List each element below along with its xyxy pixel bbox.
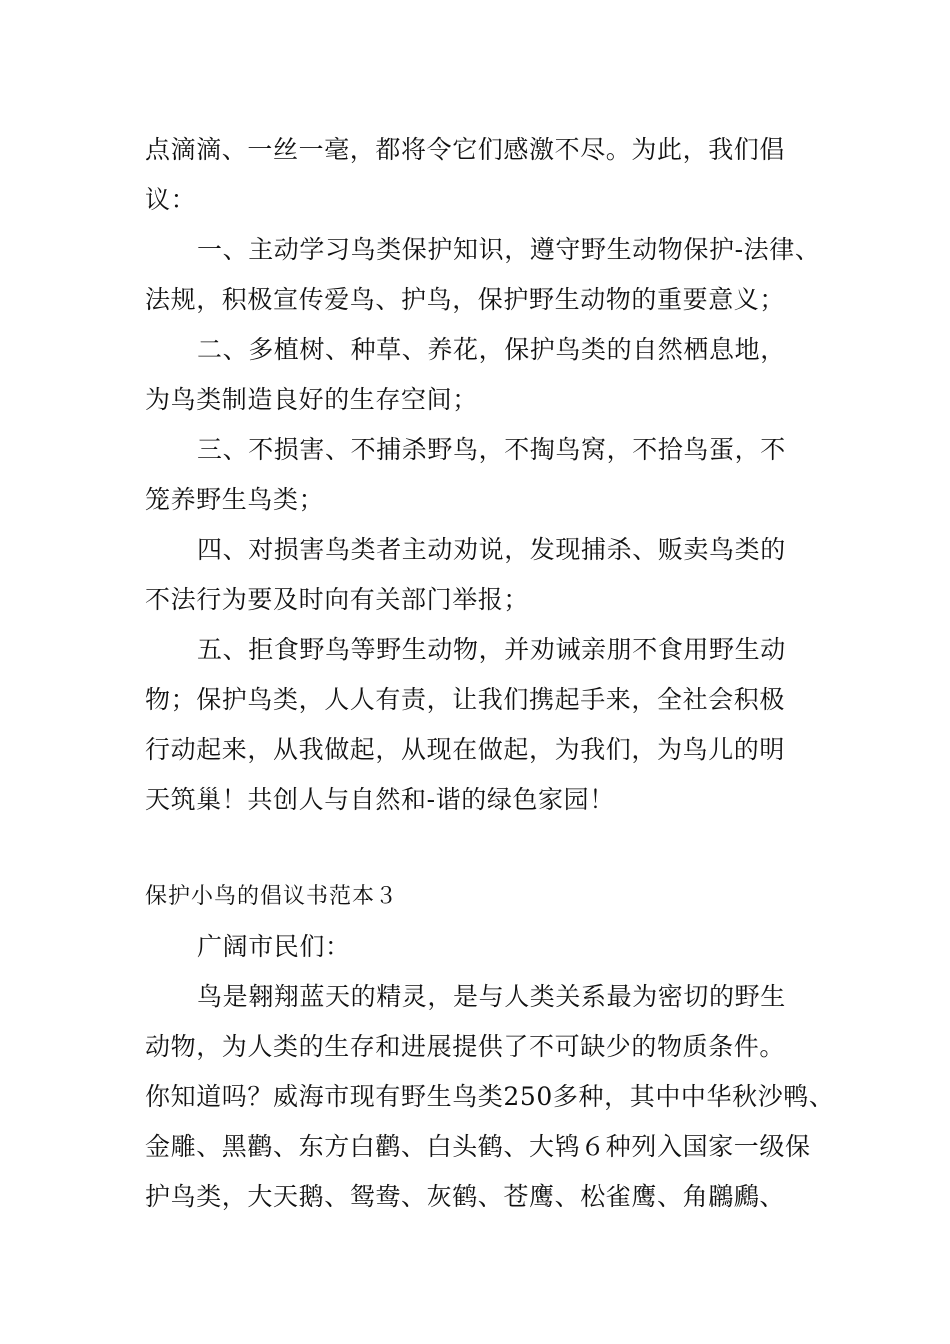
text-line: 鸟是翱翔蓝天的精灵，是与人类关系最为密切的野生 xyxy=(197,982,786,1011)
text-line: 三、不损害、不捕杀野鸟，不掏鸟窝，不拾鸟蛋，不 xyxy=(197,435,786,464)
text-line: 动物，为人类的生存和进展提供了不可缺少的物质条件。 xyxy=(145,1032,786,1061)
text-line: 物；保护鸟类，人人有责，让我们携起手来，全社会积极 xyxy=(145,685,786,714)
text-line: 点滴滴、一丝一毫，都将令它们感激不尽。为此，我们倡 xyxy=(145,135,786,164)
text-line: 五、拒食野鸟等野生动物，并劝诫亲朋不食用野生动 xyxy=(197,635,786,664)
text-line: 法规，积极宣传爱鸟、护鸟，保护野生动物的重要意义； xyxy=(145,285,786,314)
text-line: 二、多植树、种草、养花，保护鸟类的自然栖息地， xyxy=(197,335,786,364)
text-line: 四、对损害鸟类者主动劝说，发现捕杀、贩卖鸟类的 xyxy=(197,535,786,564)
section-heading: 保护小鸟的倡议书范本３ xyxy=(145,884,399,909)
text-line: 行动起来，从我做起，从现在做起，为我们，为鸟儿的明 xyxy=(145,735,786,764)
text-line: 你知道吗？威海市现有野生鸟类250多种，其中中华秋沙鸭、 xyxy=(145,1082,835,1111)
text-line: 议： xyxy=(145,185,197,214)
text-line: 金雕、黑鹳、东方白鹳、白头鹤、大鸨６种列入国家一级保 xyxy=(145,1132,811,1161)
text-line: 一、主动学习鸟类保护知识，遵守野生动物保护-法律、 xyxy=(197,235,821,264)
text-line: 护鸟类，大天鹅、鸳鸯、灰鹤、苍鹰、松雀鹰、角鸊鷉、 xyxy=(145,1182,786,1211)
text-line: 天筑巢！共创人与自然和-谐的绿色家园！ xyxy=(145,785,615,814)
text-line: 为鸟类制造良好的生存空间； xyxy=(145,385,478,414)
text-line: 笼养野生鸟类； xyxy=(145,485,325,514)
greeting-line: 广阔市民们： xyxy=(197,932,351,961)
text-line: 不法行为要及时向有关部门举报； xyxy=(145,585,530,614)
